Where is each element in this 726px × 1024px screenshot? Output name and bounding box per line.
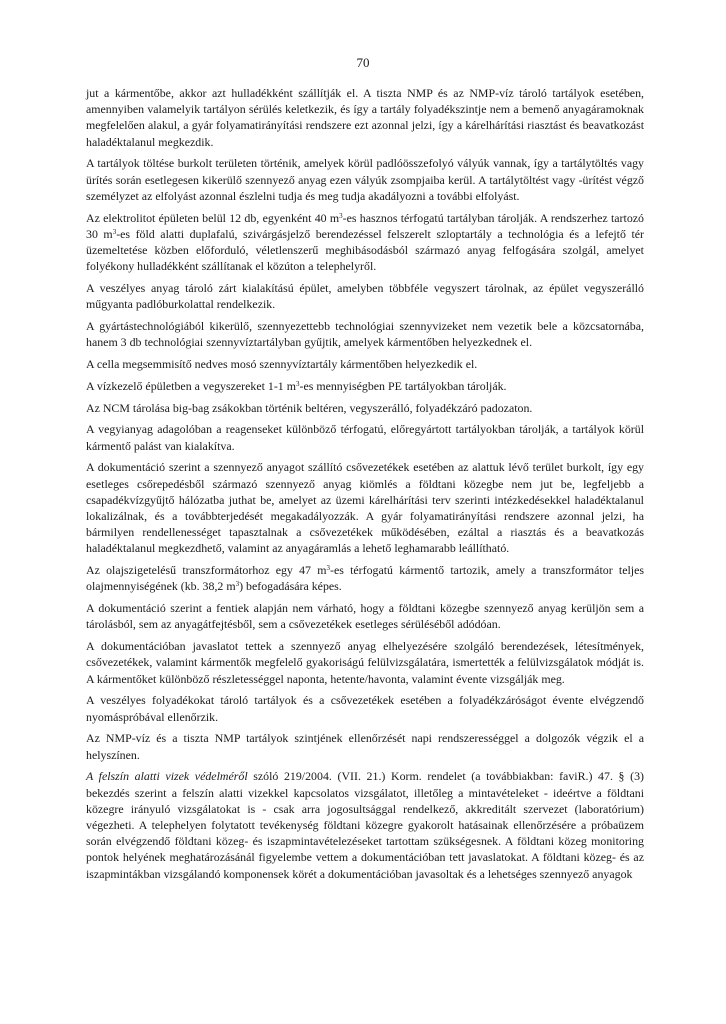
superscript: 3 [235,580,240,589]
text-segment: A gyártástechnológiából kikerülő, szennyezettebb technológiai szennyvizeket nem vezetik bele a közcsatornába, hanem 3 db technológiai szennyvíztartályban gyűjtik, amelyek kármentőben helyezkednek el. [86,319,644,350]
paragraph [86,356,644,372]
paragraph [86,730,644,762]
text-segment: Az olajszigetelésű transzformátorhoz egy 47 m [86,563,327,578]
text-segment: A dokumentációban javaslatot tettek a szennyező anyag elhelyezésére szolgáló berendezések, létesítmények, csővezetékek, valamint kármentők megfelelő gyakoriságú felülvizsgálatára, ismertették a felülvizsgálatok módját is. A kármentőket különböző részletességgel naponta, hetente/havonta, valamint évente vizsgálják meg. [86,639,644,686]
text-segment: A vízkezelő épületben a vegyszereket 1-1 m [86,378,296,393]
paragraph [86,378,644,394]
text-segment: ) befogadására képes. [239,579,342,594]
text-segment: szóló 219/2004. (VII. 21.) Korm. rendelet (a továbbiakban: faviR.) 47. § (3) bekezdés szerint a felszín alatti vizekkel kapcsolatos vizsgálatot, illetőleg a mintavételeket - ideértve a földtani közegre irányuló vizsgálatokat is - csak arra jogosultsággal rendelkező, akkreditált szervezet (laboratórium) végezheti. A telephelyen folytatott tevékenység földtani közegre gyakorolt hatásainak ellenőrzésére a próbaüzem során elvégzendő földtani közeg- és iszapmintavételezéseket tartottam szükségesnek. A földtani közeg monitoring pontok helyének meghatározásánál figyelembe vettem a dokumentációban tett javaslatokat. A földtani közeg- és az iszapmintákban vizsgálandó komponensek körét a dokumentációban javasoltak és a lehetséges szennyező anyagok [86,769,644,881]
text-segment: Az NMP-víz és a tiszta NMP tartályok szintjének ellenőrzését napi rendszerességgel a dolgozók végzik el a helyszínen. [86,731,644,762]
text-segment: A vegyianyag adagolóban a reagenseket különböző térfogatú, előregyártott tartályokban tárolják, a tartályok körül kármentő palást van kialakítva. [86,422,644,453]
text-segment: A dokumentáció szerint a szennyező anyagot szállító csővezetékek esetében az alattuk lévő terület burkolt, így egy esetleges csőrepedésből származó szennyező anyag kiömlés a földtani közegbe nem jut be, legfeljebb a csapadékvízgyűjtő hálózatba juthat be, amelyet az üzemi kárelhárítási terv szerinti intézkedésekkel haladéktalanul lokalizálnak, és a továbbterjedését megakadályozzák. A gyár folyamatirányítási rendszere azonnal jelzi, ha bármilyen rendellenességet tapasztalnak a csővezetékek működésében, ezáltal a riasztás és a beavatkozás haladéktalanul megkezdhető, valamint az anyagáramlás a lehető leghamarabb leállítható. [86,460,644,556]
document-body [86,85,644,887]
page-number: 70 [356,55,370,70]
text-segment: A cella megsemmisítő nedves mosó szennyvíztartály kármentőben helyezkedik el. [86,357,478,372]
paragraph [86,692,644,724]
text-segment: A tartályok töltése burkolt területen történik, amelyek körül padlóösszefolyó vályúk vannak, így a tartálytöltés vagy ürítés során esetlegesen kikerülő szennyező anyag ezen vályúk zsompjaiba kerül. A tartálytöltést vagy -ürítést végző személyzet az elfolyást azonnal észlelni tudja és meg tudja akadályozni a további elfolyást. [86,156,644,203]
paragraph [86,400,644,416]
paragraph [86,600,644,632]
superscript: 3 [326,564,330,573]
text-segment: -es térfogatú kármentő tartozik, amely a transzformátor teljes olajmennyiségének (kb. 38,2 m [86,563,644,594]
text-segment: -es föld alatti duplafalú, szivárgásjelző berendezéssel felszerelt szloptartály a technológia és a lefejtő tér üzemeltetése közben előforduló, véletlenszerű meghibásodásból származó anyag felfogására szolgál, amelyet folyékony hulladékként szállítanak el közúton a telephelyről. [86,226,644,274]
paragraph [86,280,644,312]
text-segment: A veszélyes anyag tároló zárt kialakítású épület, amelyben többféle vegyszert tárolnak, az épület vegyszerálló műgyanta padlóburkolattal rendelkezik. [86,281,644,312]
superscript: 3 [295,379,300,388]
paragraph [86,210,644,275]
paragraph [86,155,644,204]
paragraph [86,768,644,881]
paragraph [86,638,644,687]
text-segment: -es hasznos térfogatú tartályban tárolják. A rendszerhez tartozó 30 m [86,210,644,241]
text-segment: Az NCM tárolása big-bag zsákokban történik beltéren, vegyszerálló, folyadékzáró padozaton. [86,400,533,415]
superscript: 3 [112,227,117,236]
paragraph [86,85,644,150]
paragraph [86,421,644,453]
text-segment: Az elektrolitot épületen belül 12 db, egyenként 40 m [86,210,340,225]
text-segment: A veszélyes folyadékokat tároló tartályok és a csővezetékek esetében a folyadékzáróságot évente elvégzendő nyomáspróbával ellenőrzik. [86,693,644,724]
text-segment: jut a kármentőbe, akkor azt hulladékként szállítják el. A tiszta NMP és az NMP-víz tároló tartályok esetében, amennyiben valamelyik tartályon sérülés keletkezik, és így a tartály folyadékszintje nem a bemenő anyagáramoknak megfelelően alakul, a gyár folyamatirányítási rendszere ezt azonnal jelzi, így a kárelhárítási riasztást és beavatkozást haladéktalanul megkezdik. [86,86,644,149]
superscript: 3 [339,211,343,220]
paragraph [86,459,644,556]
text-segment: A dokumentáció szerint a fentiek alapján nem várható, hogy a földtani közegbe szennyező anyag kerüljön sem a tárolásból, sem az anyagátfejtésből, sem a csővezetékek esetleges sérüléséből adódóan. [86,601,644,632]
italic-text: A felszín alatti vizek védelméről [86,769,248,784]
paragraph [86,318,644,350]
text-segment: -es mennyiségben PE tartályokban tárolják. [299,378,507,393]
paragraph [86,562,644,594]
